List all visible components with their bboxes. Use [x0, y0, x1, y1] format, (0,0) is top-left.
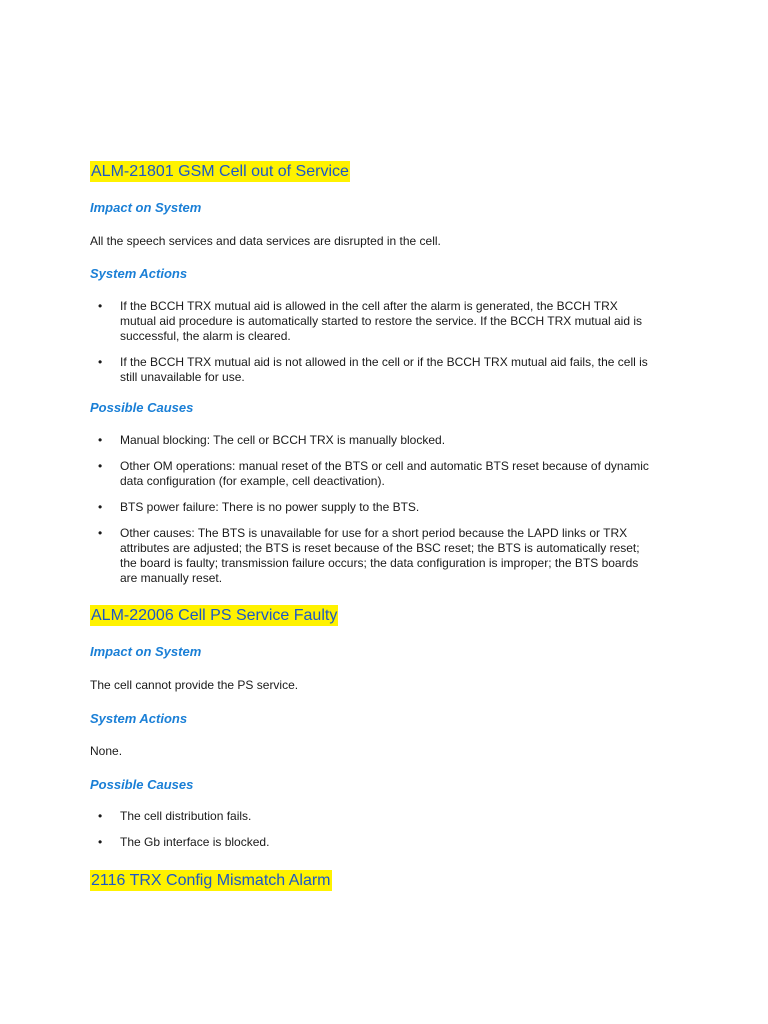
bullet-dot: • [98, 835, 103, 849]
impact-text: All the speech services and data services are disrupted in the cell. [90, 234, 441, 248]
list-item-line: The Gb interface is blocked. [120, 835, 270, 849]
bullet-dot: • [98, 433, 103, 447]
actions-heading: System Actions [90, 711, 188, 726]
bullet-dot: • [98, 809, 103, 823]
list-item-line: data configuration (for example, cell deactivation). [120, 474, 385, 488]
list-item-line: are manually reset. [120, 571, 223, 585]
actions-heading: System Actions [90, 266, 188, 281]
bullet-dot: • [98, 355, 103, 369]
list-item-line: successful, the alarm is cleared. [120, 329, 291, 343]
list-item-line: Other OM operations: manual reset of the BTS or cell and automatic BTS reset because of dynamic [120, 459, 649, 473]
bullet-dot: • [98, 500, 103, 514]
bullet-dot: • [98, 299, 103, 313]
list-item-line: If the BCCH TRX mutual aid is allowed in the cell after the alarm is generated, the BCCH TRX [120, 299, 618, 313]
impact-heading: Impact on System [90, 200, 202, 215]
impact-heading: Impact on System [90, 644, 202, 659]
actions-text: None. [90, 744, 123, 758]
causes-heading: Possible Causes [90, 777, 194, 792]
list-item-line: mutual aid procedure is automatically started to restore the service. If the BCCH TRX mutual aid is [120, 314, 643, 328]
list-item-line: Manual blocking: The cell or BCCH TRX is manually blocked. [120, 433, 446, 447]
list-item-line: attributes are adjusted; the BTS is reset because of the BSC reset; the BTS is automatically reset; [120, 541, 640, 555]
list-item-line: BTS power failure: There is no power supply to the BTS. [120, 500, 420, 514]
causes-heading: Possible Causes [90, 400, 194, 415]
bullet-dot: • [98, 459, 103, 473]
alarm-title: ALM-21801 GSM Cell out of Service [91, 163, 349, 180]
list-item-line: If the BCCH TRX mutual aid is not allowed in the cell or if the BCCH TRX mutual aid fails, the cell is [120, 355, 648, 369]
alarm-title: 2116 TRX Config Mismatch Alarm [91, 872, 331, 889]
list-item-line: The cell distribution fails. [120, 809, 252, 823]
list-item-line: the board is faulty; transmission failure occurs; the data configuration is improper; the BTS boards [120, 556, 639, 570]
bullet-dot: • [98, 526, 103, 540]
list-item-line: still unavailable for use. [120, 370, 245, 384]
impact-text: The cell cannot provide the PS service. [90, 678, 299, 692]
list-item-line: Other causes: The BTS is unavailable for use for a short period because the LAPD links or TRX [120, 526, 628, 540]
alarm-title: ALM-22006 Cell PS Service Faulty [91, 607, 338, 624]
